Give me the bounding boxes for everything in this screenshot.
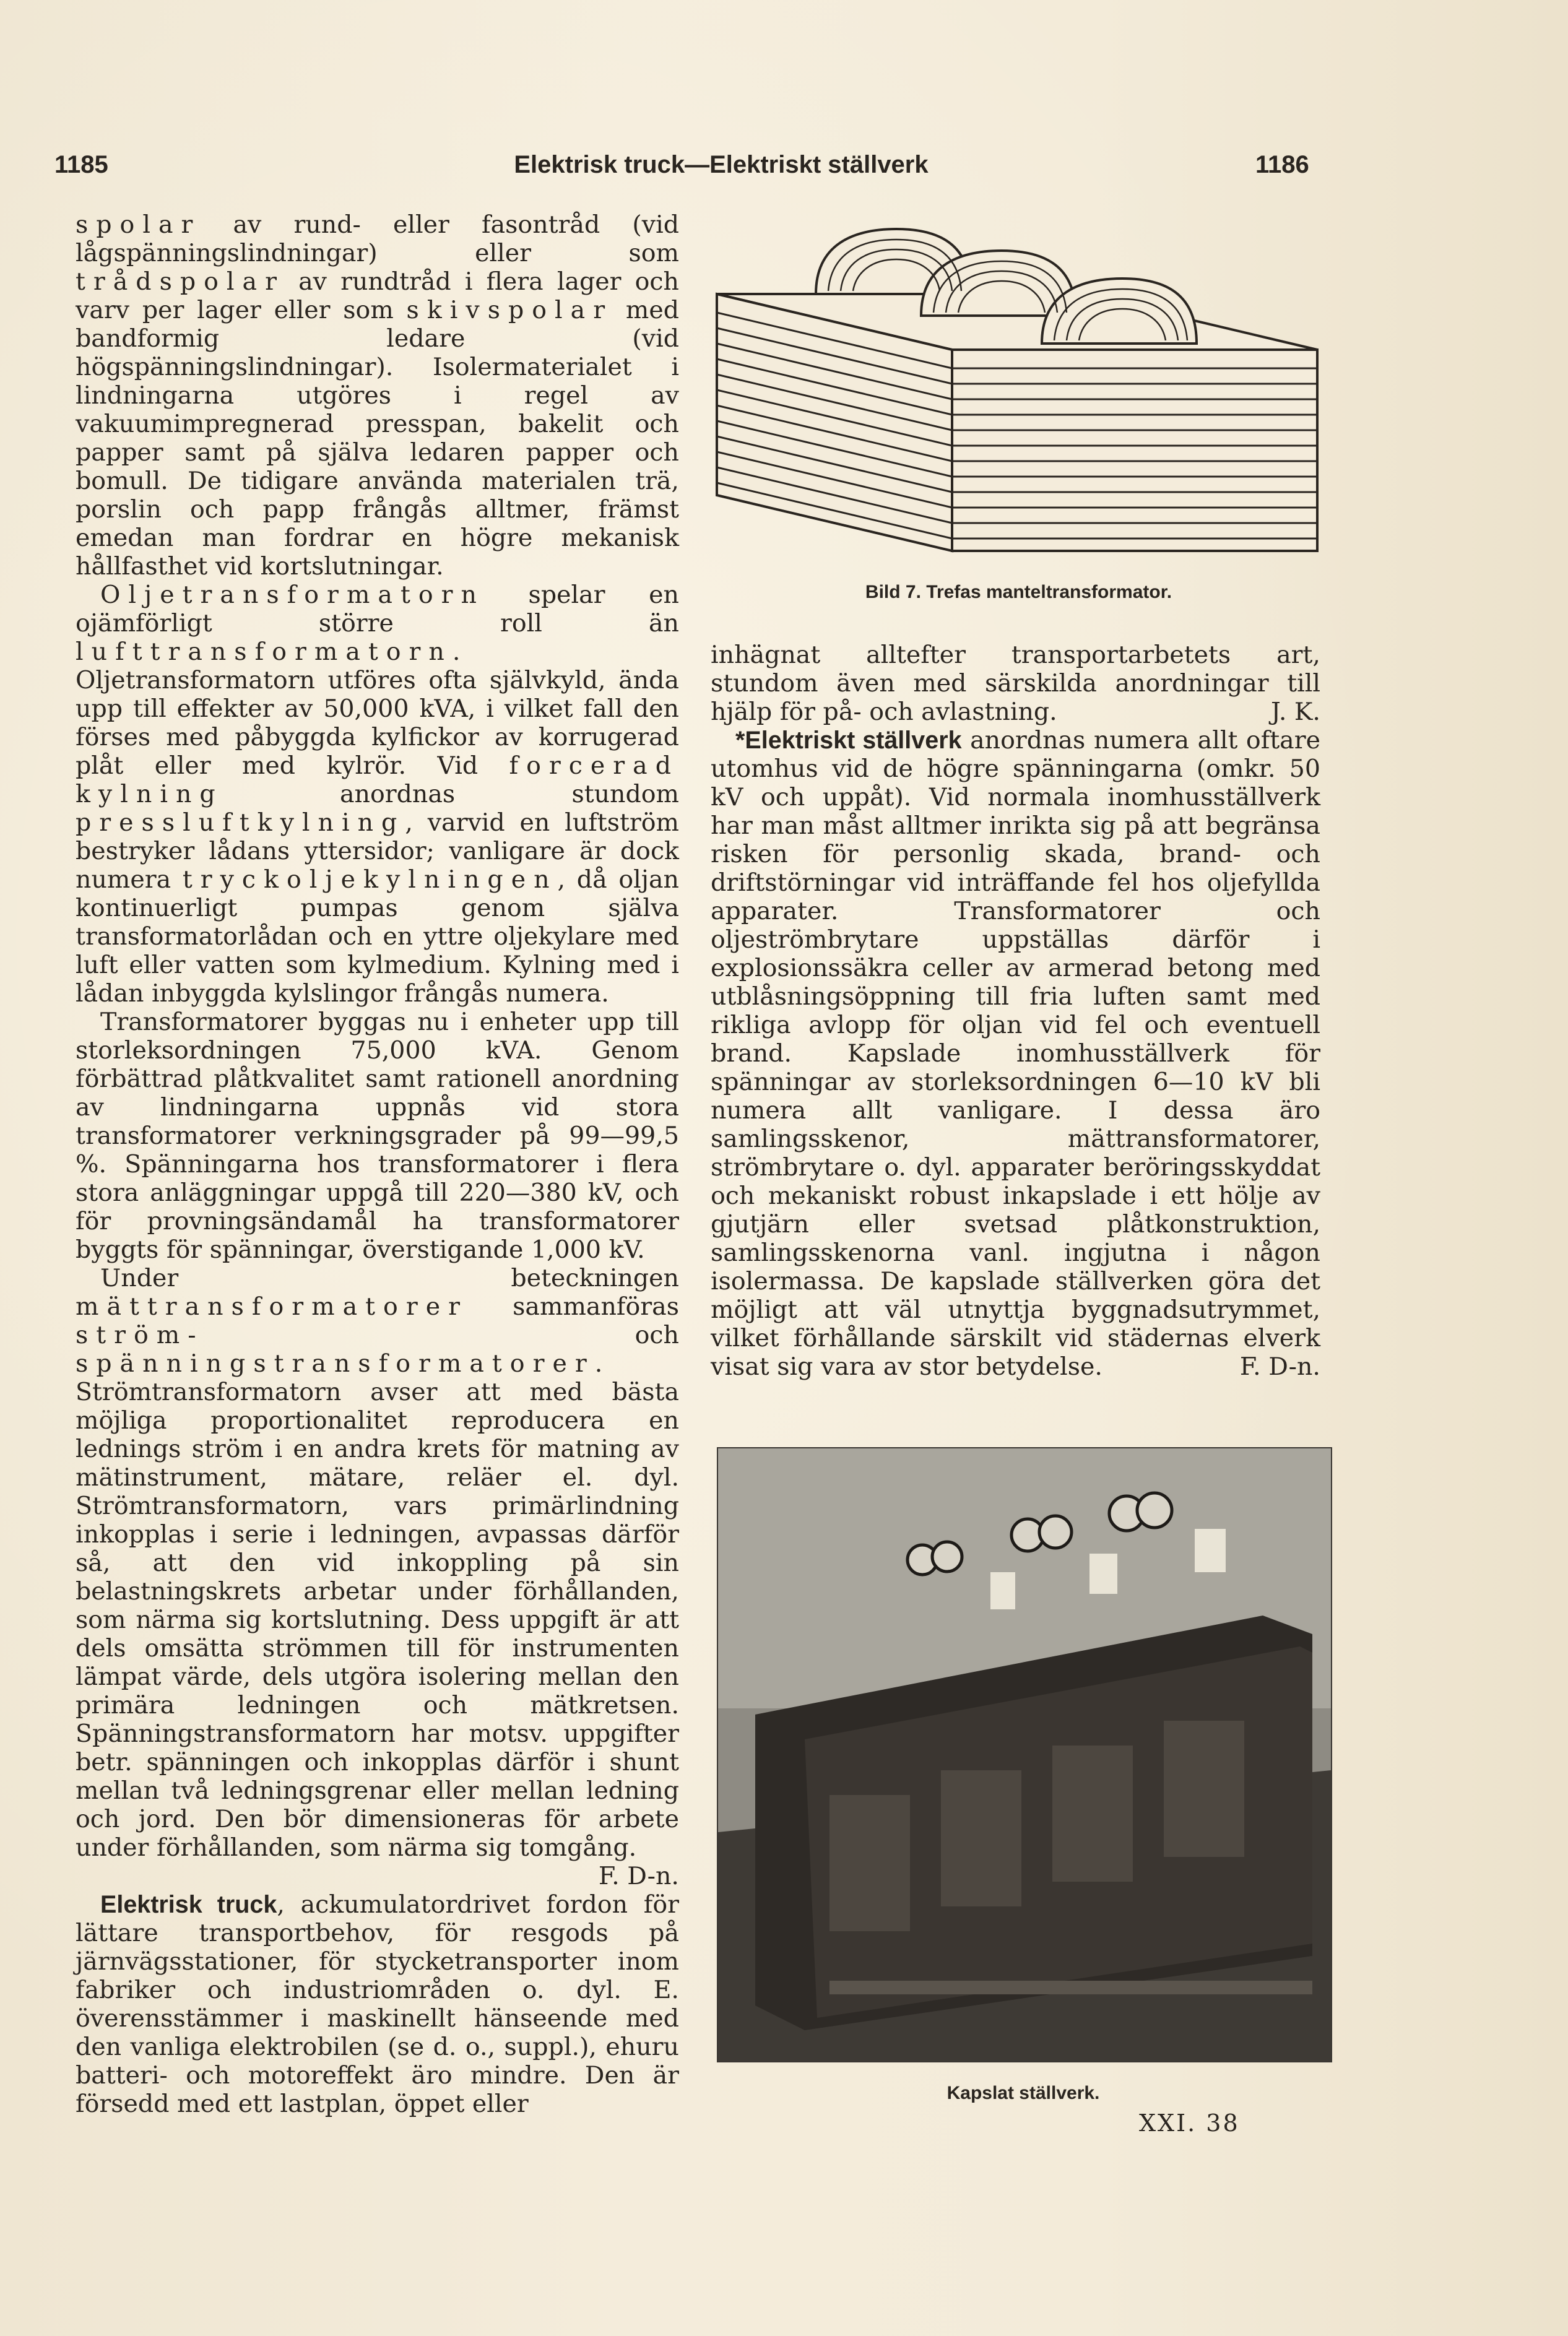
spaced-term: ström-: [76, 1321, 204, 1349]
author-signature: F. D-n.: [1239, 1352, 1320, 1381]
photo-caption: Kapslat ställverk.: [946, 2083, 1100, 2103]
page-number-right: 1186: [1255, 151, 1309, 178]
text-run: , ackumulatordrivet fordon för lättare transportbehov, för resgods på järnvägsstationer, för stycketransporter inom fabriker och industriområden o. dyl. E. överensstämmer i maskinellt hänseende med den vanliga elektrobilen (se d. o., suppl.), ehuru batteri- och motoreffekt äro mindre. Den är försedd med ett lastplan, öppet eller: [76, 1890, 679, 2118]
right-column: [711, 641, 1320, 1381]
author-signature: F. D-n.: [598, 1862, 679, 1890]
text-run: och: [204, 1321, 679, 1349]
entry-headword: *Elektriskt ställverk: [735, 727, 962, 754]
spaced-term: pressluftkylning: [76, 808, 405, 837]
author-signature: J. K.: [1271, 698, 1320, 726]
paragraph-windings: [76, 210, 679, 581]
switchgear-photo: [717, 1447, 1332, 2062]
text-run: , varvid en luftström bestryker lådans yttersidor; vanligare är dock numera: [76, 808, 679, 894]
spaced-term: trådspolar: [76, 267, 285, 296]
text-run: spelar en ojämförligt större roll än: [76, 581, 679, 638]
spaced-term: mättransformatorer: [76, 1292, 468, 1321]
text-run: anordnas stundom: [223, 780, 679, 808]
running-title: Elektrisk truck—Elektriskt ställverk: [514, 151, 929, 178]
spaced-term: Oljetransformatorn: [100, 581, 485, 609]
text-run: av rundtråd i flera lager och varv per lager eller som: [76, 267, 679, 324]
text-run: . Oljetransformatorn utföres ofta självkyld, ända upp till effekter av 50,000 kVA, i vilket fall den förses med påbyggda kylfickor av korrugerad plåt eller med kylrör. Vid: [76, 638, 679, 780]
figure-caption: Bild 7. Trefas manteltransformator.: [865, 582, 1172, 602]
entry-headword: Elektrisk truck: [100, 1891, 277, 1918]
transformer-figure: [711, 220, 1320, 566]
paragraph-measuring-transformers: [76, 1264, 679, 1890]
page-number-left: 1185: [54, 151, 108, 178]
text-run: inhägnat alltefter transportarbetets art, stundom även med särskilda anordningar till hjälp för på- och avlastning.: [711, 641, 1320, 726]
text-run: Under beteckningen: [100, 1264, 679, 1292]
spaced-term: spänningstransformatorer: [76, 1349, 595, 1378]
paragraph-electric-truck: [76, 1890, 679, 2118]
text-run: . Strömtransformatorn avser att med bästa möjliga proportionalitet reproducera en lednings ström i en andra krets för matning av mätinstrument, mätare, reläer el. dyl. Strömtransformatorn, vars primärlindning inkopplas i serie i ledningen, avpassas därför så, att den vid inkoppling på sin belastningskrets arbetar under förhållanden, som närma sig kortslutning. Dess uppgift är att dels omsätta strömmen till för instrumenten lämpat värde, dels utgöra isolering mellan den primära ledningen och mätkretsen. Spänningstransformatorn har motsv. uppgifter betr. spänningen och inkopplas därför i shunt mellan två ledningsgrenar eller mellan ledning och jord. Den bör dimensioneras för arbete under förhållanden, som närma sig tomgång.: [76, 1349, 679, 1862]
spaced-term: skivspolar: [406, 296, 613, 324]
text-run: , då oljan kontinuerligt pumpas genom själva transformatorlådan och en yttre oljekylare med luft eller vatten som kylmedium. Kylning med i lådan inbyggda kylslingor frångås numera.: [76, 865, 679, 1008]
text-run: sammanföras: [467, 1292, 679, 1321]
paragraph-oil-transformer: [76, 581, 679, 1008]
spaced-term: spolar: [76, 210, 201, 239]
spaced-term: lufttransformatorn: [76, 638, 453, 666]
spaced-term: forcerad kylning: [76, 751, 679, 808]
left-column: [76, 210, 679, 2118]
paragraph-truck-continued: [711, 641, 1320, 726]
spaced-term: tryckoljekylningen: [182, 865, 558, 894]
text-run: med bandformig ledare (vid högspänningslindningar). Isolermaterialet i lindningarna utgöres i regel av vakuumimpregnerad presspan, bakelit och papper samt på själva ledaren papper och bomull. De tidigare använda materialen trä, porslin och papp frångås alltmer, främst emedan man fordrar en högre mekanisk hållfasthet vid kortslutningar.: [76, 296, 679, 581]
paragraph-sizes: Transformatorer byggas nu i enheter upp till storleksordningen 75,000 kVA. Genom förbättrad plåtkvalitet samt rationell anordning av lindningarna uppnås vid stora transformatorer verkningsgrader på 99—99,5 %. Spänningarna hos transformatorer i flera stora anläggningar uppgå till 220—380 kV, och för provningsändamål ha transformatorer byggts för spänningar, överstigande 1,000 kV.: [76, 1008, 679, 1264]
text-run: anordnas numera allt oftare utomhus vid de högre spänningarna (omkr. 50 kV och uppåt). Vid normala inomhusställverk har man måst alltmer inrikta sig på att begränsa risken för personlig skada, brand- och driftstörningar vid inträffande fel hos oljefyllda apparater. Transformatorer och oljeströmbrytare uppställas därför i explosionssäkra celler av armerad betong med utblåsningsöppning till fria luften samt med rikliga avlopp för oljan vid fel och eventuell brand. Kapslade inomhusställverk för spänningar av storleksordningen 6—10 kV bli numera allt vanligare. I dessa äro samlingsskenor, mättransformatorer, strömbrytare o. dyl. apparater beröringsskyddat och mekaniskt robust inkapslade i ett hölje av gjutjärn eller svetsad plåtkonstruktion, samlingsskenorna vanl. ingjutna i någon isolermassa. De kapslade ställverken göra det möjligt att väl utnyttja byggnadsutrymmet, vilket förhållande särskilt vid städernas elverk visat sig vara av stor betydelse.: [711, 726, 1320, 1381]
paragraph-switchgear: [711, 726, 1320, 1381]
signature-mark: XXI. 38: [1139, 2109, 1240, 2137]
text-run: av rund- eller fasontråd (vid lågspänningslindningar) eller som: [76, 210, 679, 267]
